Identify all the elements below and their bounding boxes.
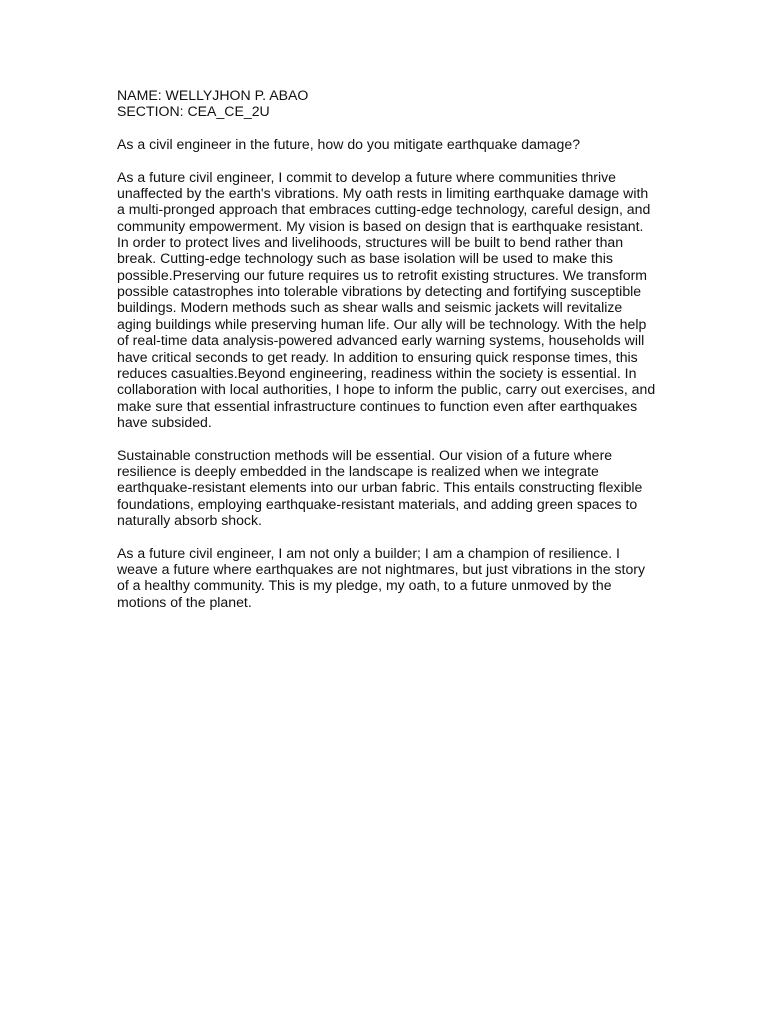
essay-paragraph-3: As a future civil engineer, I am not only a builder; I am a champion of resilience. I weave a future where earthquakes are not nightmares, but just vibrations in the story of a healthy community. This is my pledge, my oath, to a future unmoved by the motions of the planet. [117, 544, 646, 610]
essay-paragraph-1: As a future civil engineer, I commit to develop a future where communities thrive unaffected by the earth's vibrations. My oath rests in limiting earthquake damage with a multi-pronged approach that embraces cutting-edge technology, careful design, and community empowerment. My vision is based on design that is earthquake resistant. In order to protect lives and livelihoods, structures will be built to bend rather than break. Cutting-edge technology such as base isolation will be used to make this possible.Preserving our future requires us to retrofit existing structures. We transform possible catastrophes into tolerable vibrations by detecting and fortifying susceptible buildings. Modern methods such as shear walls and seismic jackets will revitalize aging buildings while preserving human life. Our ally will be technology. With the help of real-time data analysis-powered advanced early warning systems, households will have critical seconds to get ready. In addition to ensuring quick response times, this reduces casualties.Beyond engineering, readiness within the society is essential. In collaboration with local authorities, I hope to inform the public, carry out exercises, and make sure that essential infrastructure continues to function even after earthquakes have subsided. [117, 168, 656, 430]
student-section: SECTION: CEA_CE_2U [117, 103, 270, 120]
question-text: As a civil engineer in the future, how do you mitigate earthquake damage? [117, 136, 581, 153]
essay-paragraph-2: Sustainable construction methods will be essential. Our vision of a future where resilience is deeply embedded in the landscape is realized when we integrate earthquake-resistant elements into our urban fabric. This entails constructing flexible foundations, employing earthquake-resistant materials, and adding green spaces to naturally absorb shock. [117, 446, 643, 528]
student-name: NAME: WELLYJHON P. ABAO [117, 87, 309, 103]
spacer [117, 430, 657, 446]
document-body [117, 87, 657, 610]
spacer [117, 528, 657, 544]
spacer [117, 152, 657, 168]
spacer [117, 120, 657, 136]
